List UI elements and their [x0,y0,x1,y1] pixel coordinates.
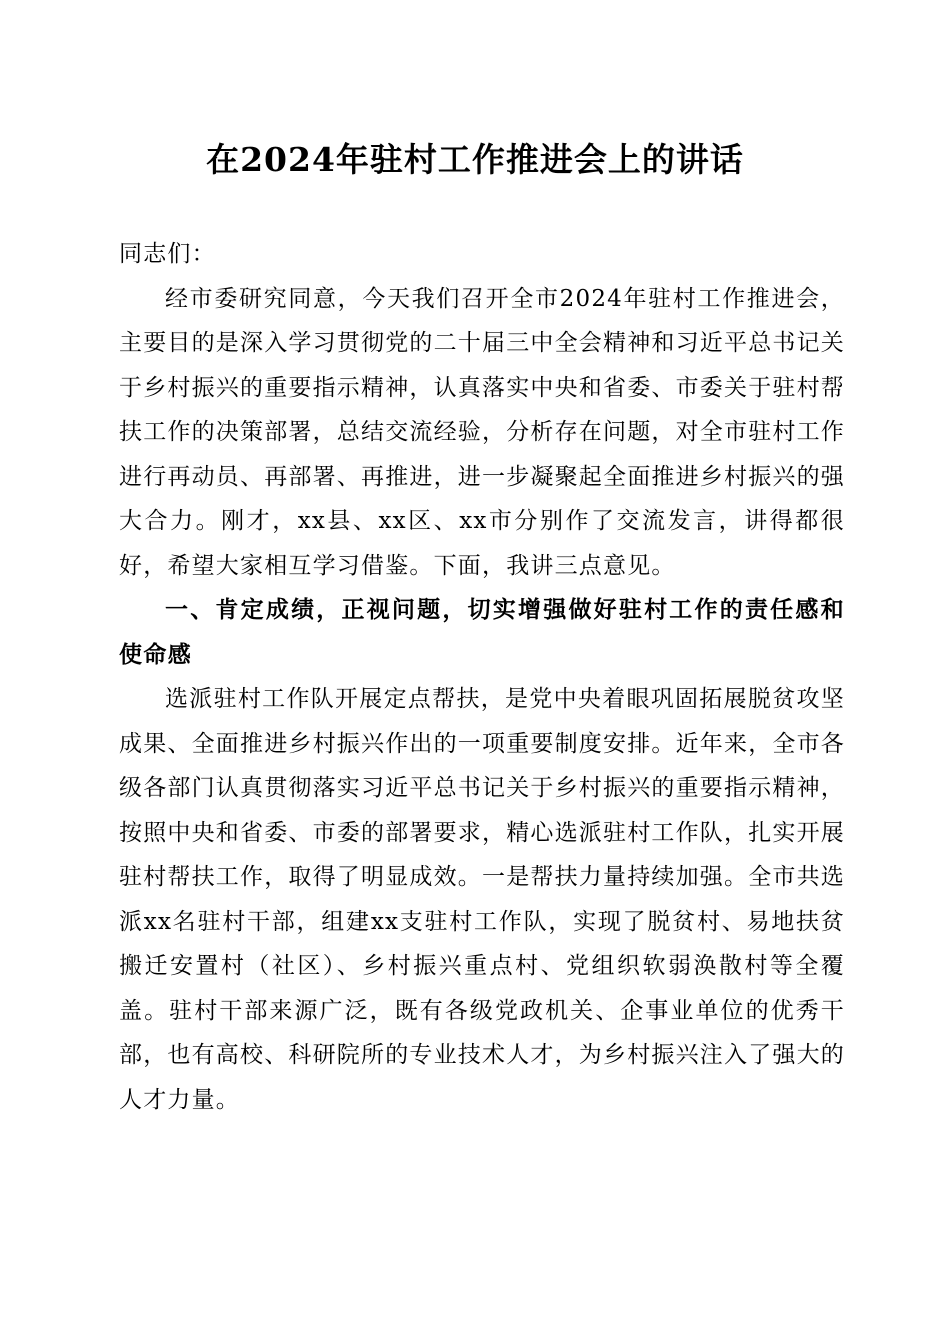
section-1-paragraph: 选派驻村工作队开展定点帮扶，是党中央着眼巩固拓展脱贫攻坚成果、全面推进乡村振兴作出的一项重要制度安排。近年来，全市各级各部门认真贯彻落实习近平总书记关于乡村振兴的重要指示精神，按照中央和省委、市委的部署要求，精心选派驻村工作队，扎实开展驻村帮扶工作，取得了明显成效。一是帮扶力量持续加强。全市共选派xx名驻村干部，组建xx支驻村工作队，实现了脱贫村、易地扶贫搬迁安置村（社区）、乡村振兴重点村、党组织软弱涣散村等全覆盖。驻村干部来源广泛，既有各级党政机关、企事业单位的优秀干部，也有高校、科研院所的专业技术人才，为乡村振兴注入了强大的人才力量。 [119,686,845,1113]
opening-paragraph: 经市委研究同意，今天我们召开全市2024年驻村工作推进会，主要目的是深入学习贯彻党的二十届三中全会精神和习近平总书记关于乡村振兴的重要指示精神，认真落实中央和省委、市委关于驻村帮扶工作的决策部署，总结交流经验，分析存在问题，对全市驻村工作进行再动员、再部署、再推进，进一步凝聚起全面推进乡村振兴的强大合力。刚才，xx县、xx区、xx市分别作了交流发言，讲得都很好，希望大家相互学习借鉴。下面，我讲三点意见。 [119,285,845,579]
document-body [119,232,845,1122]
salutation: 同志们： [119,241,216,267]
section-heading-1: 一、肯定成绩，正视问题，切实增强做好驻村工作的责任感和使命感 [119,597,845,668]
document-title: 在2024年驻村工作推进会上的讲话 [206,140,744,179]
